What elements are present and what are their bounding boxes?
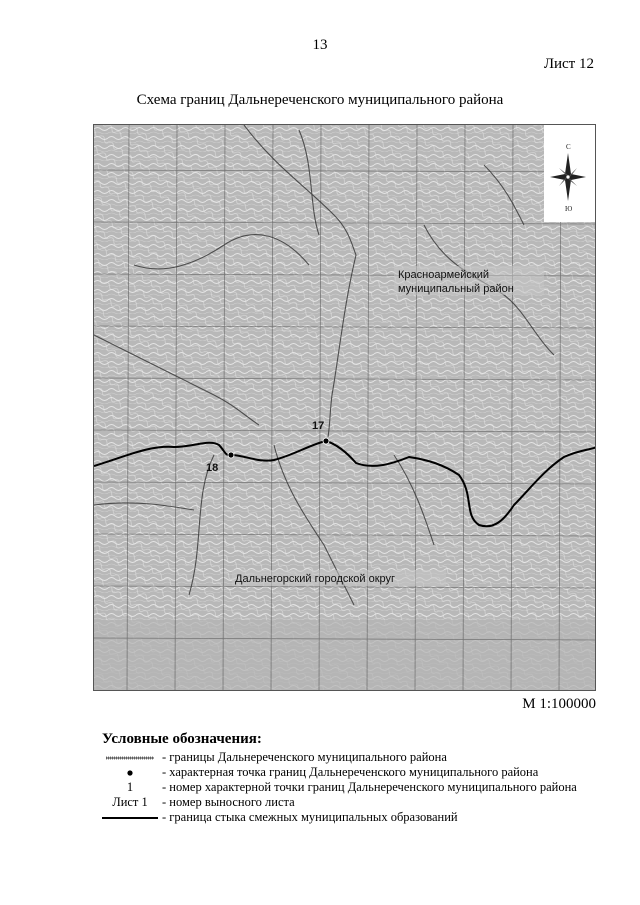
- map-frame[interactable]: [93, 124, 596, 691]
- legend-key-point-number: 1: [126, 780, 134, 794]
- legend-key-sheet-number: Лист 1: [112, 795, 148, 809]
- legend-item-point: [102, 765, 602, 780]
- boundary-point-18[interactable]: [228, 452, 234, 458]
- point-label-17: 17: [312, 420, 325, 432]
- legend-item-point-number: [102, 780, 602, 795]
- compass-north-label: С: [566, 143, 571, 151]
- map-title: Схема границ Дальнереченского муниципального района: [136, 92, 504, 108]
- boundary-line-icon: [102, 755, 158, 761]
- topographic-map: [94, 125, 596, 691]
- legend-item-text: - номер характерной точки границ Дальнереченского муниципального района: [162, 780, 577, 794]
- sheet-label: Лист 12: [543, 56, 594, 72]
- map-scale: М 1:100000: [522, 696, 596, 712]
- legend-item-junction: [102, 810, 602, 825]
- region-label-krasnoarmeysky-line1: Красноармейский: [398, 269, 489, 281]
- page-number: 13: [312, 37, 328, 53]
- legend-item-boundary: [102, 750, 602, 765]
- legend-item-text: - границы Дальнереченского муниципального района: [162, 750, 447, 764]
- boundary-point-17[interactable]: [323, 438, 329, 444]
- point-label-18: 18: [206, 462, 219, 474]
- compass-south-label: Ю: [565, 205, 573, 213]
- legend-item-text: - характерная точка границ Дальнереченского муниципального района: [162, 765, 539, 779]
- legend-item-text: - номер выносного листа: [162, 795, 295, 809]
- point-dot-icon: [102, 769, 158, 777]
- legend-item-sheet-number: [102, 795, 602, 810]
- legend-title: Условные обозначения:: [102, 731, 262, 747]
- region-label-dalnegorsky: Дальнегорский городской округ: [235, 573, 396, 585]
- region-label-krasnoarmeysky-line2: муниципальный район: [398, 283, 514, 295]
- junction-line-icon: [102, 815, 158, 821]
- legend-item-text: - граница стыка смежных муниципальных образований: [162, 810, 458, 824]
- legend: [102, 731, 602, 825]
- compass-rose: [544, 125, 596, 222]
